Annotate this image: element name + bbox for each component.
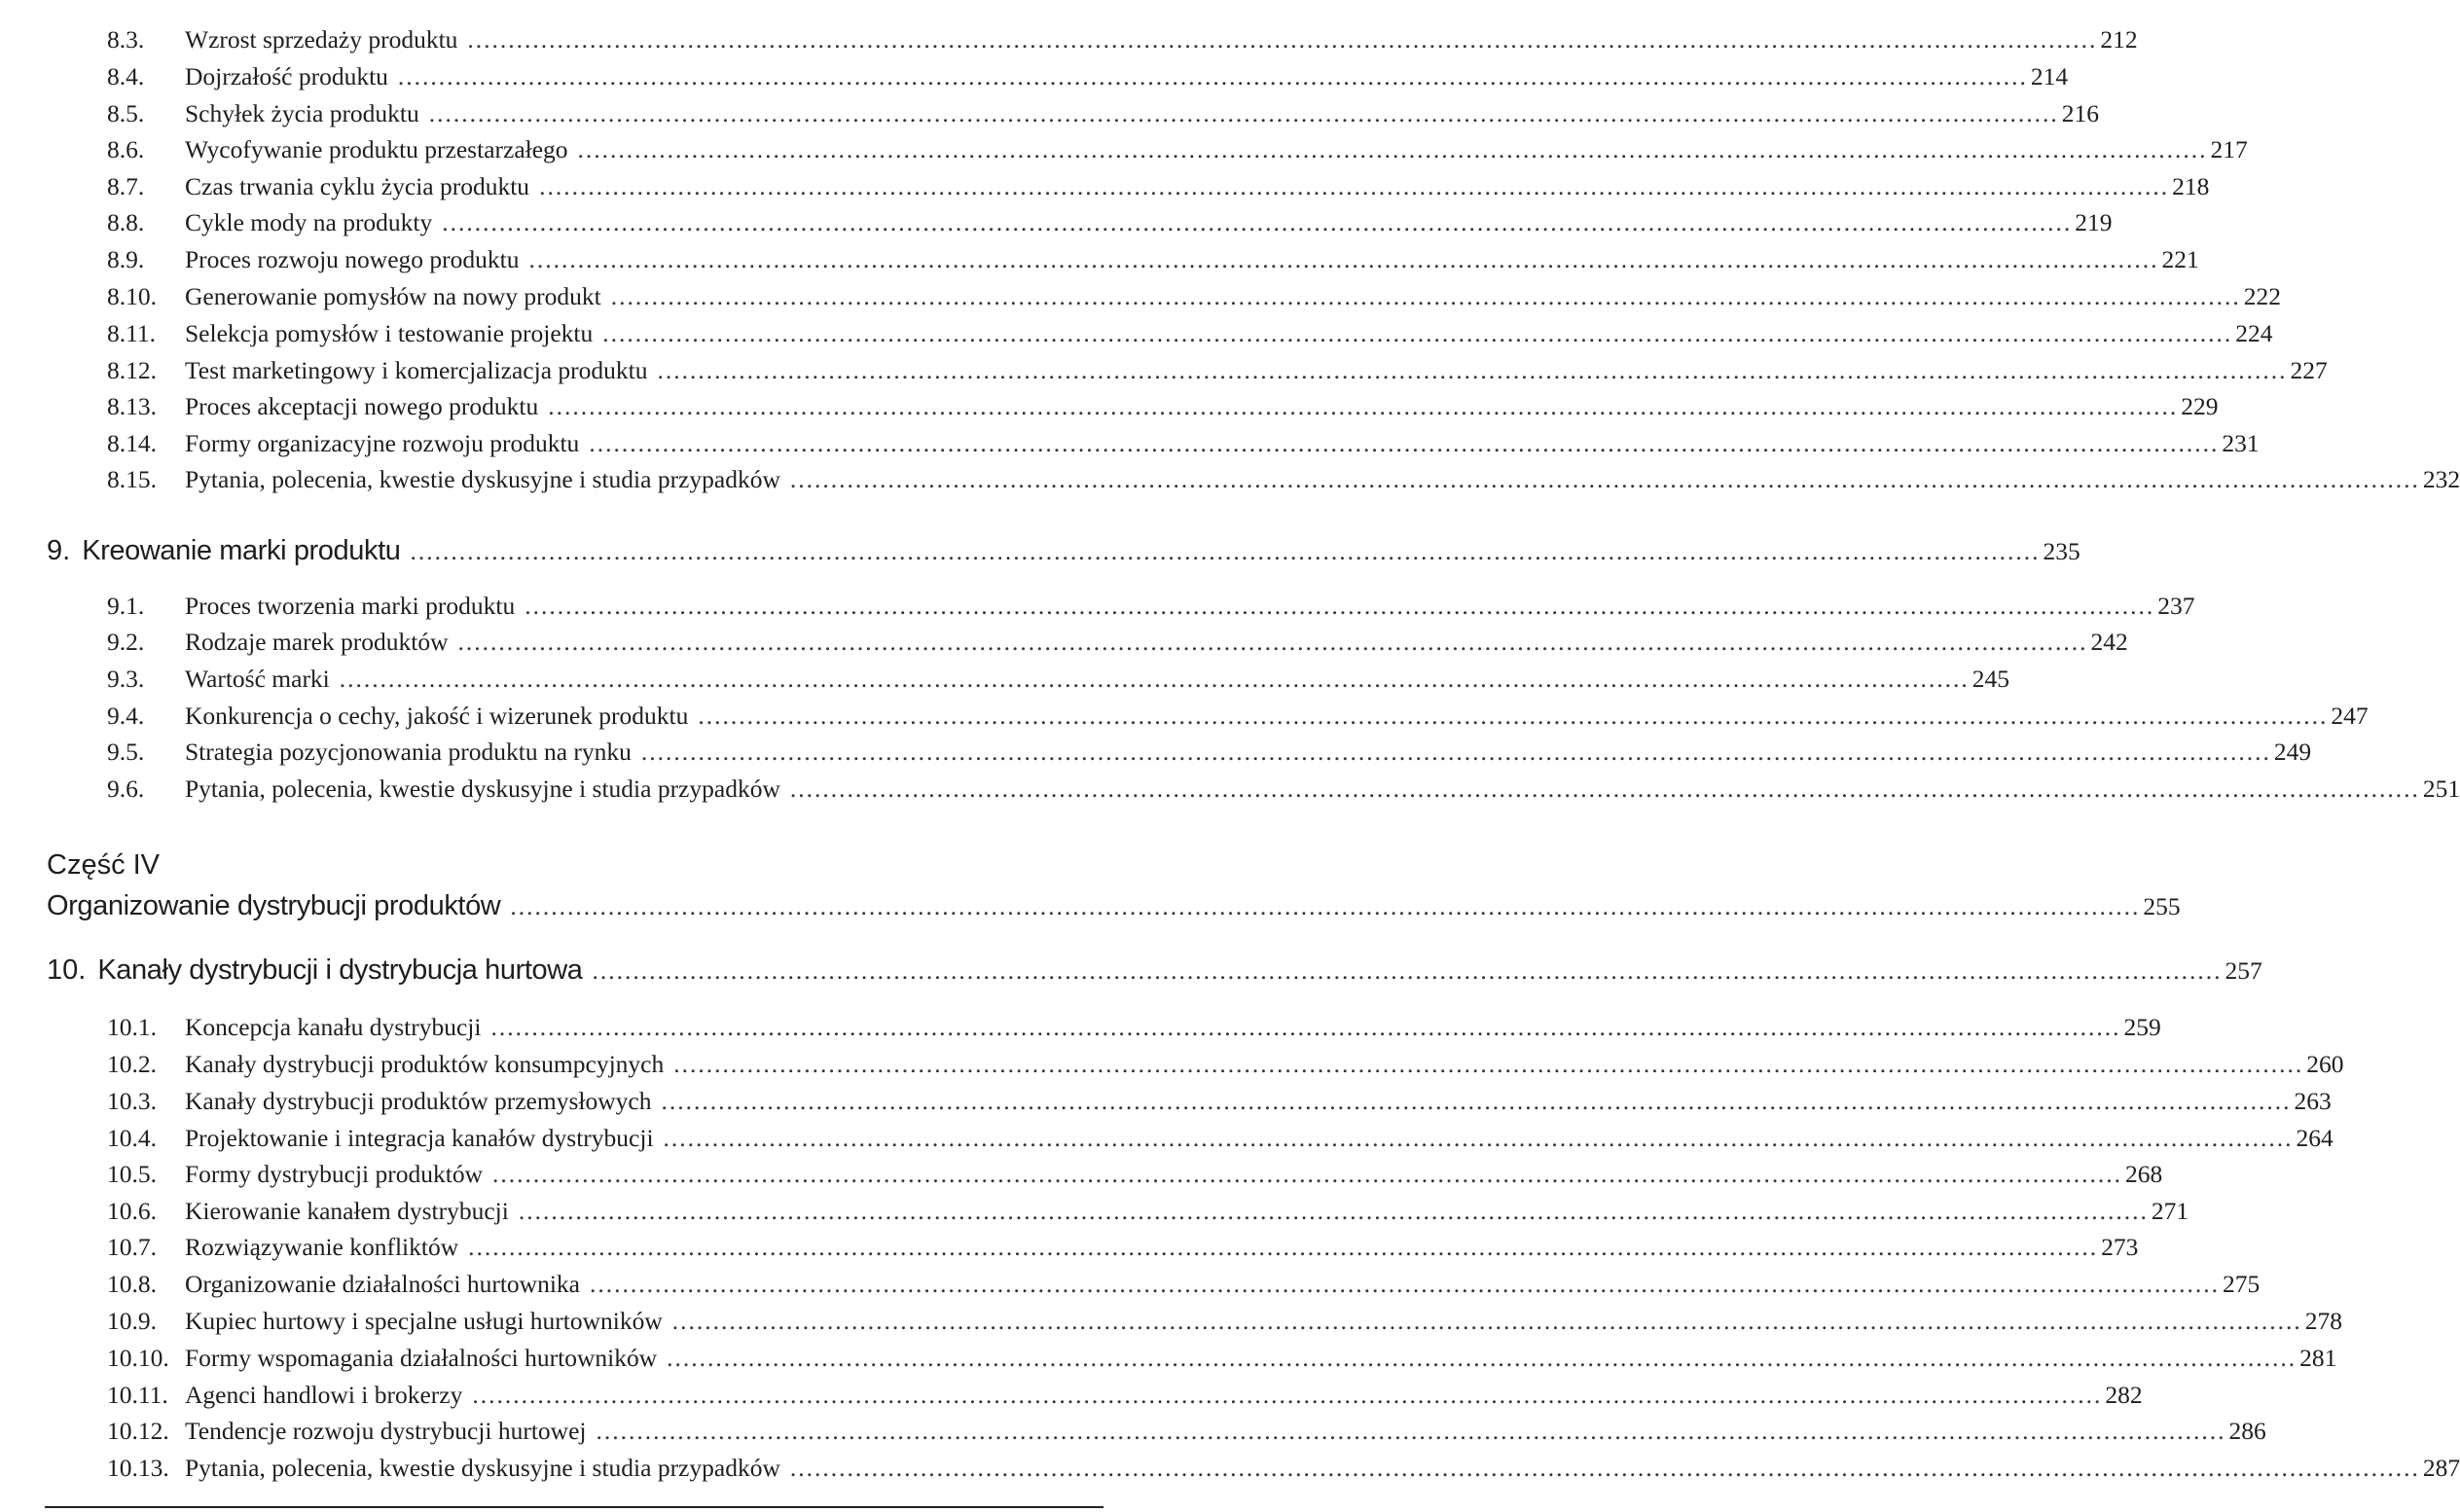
toc-entry [107, 319, 2273, 352]
page-number: 219 [2075, 208, 2113, 236]
dot-leader: ........................................................................................................................................................................................................ [518, 1197, 2149, 1225]
section-title: Generowanie pomysłów na nowy produkt [185, 282, 601, 310]
section-title: Kierowanie kanałem dystrybucji [185, 1197, 509, 1225]
section-title: Pytania, polecenia, kwestie dyskusyjne i studia przypadków [185, 465, 780, 493]
section-number: 8.8. [107, 208, 145, 236]
page-number: 216 [2061, 99, 2100, 127]
toc-entry [107, 208, 2113, 241]
section-title: Proces rozwoju nowego produktu [185, 245, 520, 273]
dot-leader: ........................................................................................................................................................................................................ [428, 99, 2059, 127]
dot-leader: ........................................................................................................................................................................................................ [490, 1013, 2121, 1041]
dot-leader: ........................................................................................................................................................................................................ [457, 628, 2088, 656]
section-number: 10.8. [107, 1270, 157, 1298]
section-number: 10.9. [107, 1307, 157, 1335]
toc-entry [107, 1454, 2460, 1487]
section-number: 8.7. [107, 172, 145, 200]
toc-entry [107, 1270, 2261, 1303]
dot-leader: ........................................................................................................................................................................................................ [539, 172, 2170, 200]
part-title: Organizowanie dystrybucji produktów [47, 890, 501, 921]
dot-leader: ........................................................................................................................................................................................................ [592, 956, 2223, 985]
section-number: 10.4. [107, 1124, 157, 1152]
section-title: Pytania, polecenia, kwestie dyskusyjne i studia przypadków [185, 1454, 780, 1482]
dot-leader: ........................................................................................................................................................................................................ [468, 1233, 2099, 1261]
toc-entry [107, 592, 2195, 625]
dot-leader: ........................................................................................................................................................................................................ [510, 892, 2141, 920]
section-title: Dojrzałość produktu [185, 62, 388, 90]
section-number: 10.3. [107, 1087, 157, 1115]
dot-leader: ........................................................................................................................................................................................................ [610, 282, 2241, 310]
page-number: 217 [2210, 135, 2248, 163]
toc-entry [107, 172, 2210, 205]
chapter-title: Kanały dystrybucji i dystrybucja hurtowa [97, 954, 583, 986]
section-title: Test marketingowy i komercjalizacja produktu [185, 356, 648, 384]
section-number: 9.5. [107, 738, 145, 766]
dot-leader: ........................................................................................................................................................................................................ [339, 665, 1970, 693]
section-number: 8.4. [107, 62, 145, 90]
dot-leader: ........................................................................................................................................................................................................ [492, 1160, 2122, 1188]
section-title: Kanały dystrybucji produktów przemysłowych [185, 1087, 652, 1115]
section-title: Cykle mody na produkty [185, 208, 433, 236]
section-title: Proces akceptacji nowego produktu [185, 392, 539, 420]
dot-leader: ........................................................................................................................................................................................................ [661, 1087, 2292, 1115]
chapter-heading [47, 535, 2080, 574]
dot-leader: ........................................................................................................................................................................................................ [667, 1344, 2297, 1372]
page-number: 222 [2243, 282, 2281, 310]
dot-leader: ........................................................................................................................................................................................................ [577, 135, 2208, 163]
toc-entry [107, 1197, 2189, 1230]
page-number: 287 [2422, 1454, 2460, 1482]
section-title: Rozwiązywanie konfliktów [185, 1233, 459, 1261]
section-number: 10.2. [107, 1050, 157, 1078]
section-number: 8.3. [107, 25, 145, 54]
dot-leader: ........................................................................................................................................................................................................ [789, 465, 2420, 493]
dot-leader: ........................................................................................................................................................................................................ [663, 1124, 2294, 1152]
toc-entry [107, 665, 2010, 698]
section-number: 9.3. [107, 665, 145, 693]
toc-entry [107, 1417, 2266, 1450]
toc-entry [107, 25, 2138, 58]
page-number: 242 [2090, 628, 2128, 656]
section-number: 8.5. [107, 99, 145, 127]
section-title: Agenci handlowi i brokerzy [185, 1381, 463, 1409]
section-number: 9.4. [107, 702, 145, 730]
toc-entry [107, 1381, 2143, 1414]
page-number: 286 [2228, 1417, 2266, 1445]
toc-entry [107, 738, 2312, 771]
page-number: 249 [2273, 738, 2312, 766]
page-number: 212 [2100, 25, 2138, 54]
dot-leader: ........................................................................................................................................................................................................ [602, 319, 2233, 347]
page-number: 259 [2123, 1013, 2161, 1041]
toc-entry [107, 774, 2460, 808]
section-title: Formy wspomagania działalności hurtowników [185, 1344, 658, 1372]
section-number: 8.15. [107, 465, 157, 493]
section-number: 10.1. [107, 1013, 157, 1041]
dot-leader: ........................................................................................................................................................................................................ [640, 738, 2271, 766]
toc-entry [107, 1124, 2333, 1157]
section-number: 8.10. [107, 282, 157, 310]
toc-entry [107, 1013, 2161, 1046]
toc-entry [107, 429, 2260, 462]
section-number: 8.12. [107, 356, 157, 384]
toc-entry [107, 1050, 2344, 1083]
chapter-title: Kreowanie marki produktu [82, 535, 401, 566]
section-title: Wycofywanie produktu przestarzałego [185, 135, 568, 163]
dot-leader: ........................................................................................................................................................................................................ [671, 1307, 2302, 1335]
section-number: 8.6. [107, 135, 145, 163]
dot-leader: ........................................................................................................................................................................................................ [789, 1454, 2420, 1482]
toc-entry [107, 628, 2128, 661]
section-title: Projektowanie i integracja kanałów dystrybucji [185, 1124, 654, 1152]
section-title: Formy dystrybucji produktów [185, 1160, 483, 1188]
toc-entry [107, 465, 2460, 498]
page-number: 224 [2235, 319, 2273, 347]
dot-leader: ........................................................................................................................................................................................................ [442, 208, 2073, 236]
toc-entry [107, 1344, 2337, 1377]
section-number: 10.7. [107, 1233, 157, 1261]
section-number: 9.1. [107, 592, 145, 620]
dot-leader: ........................................................................................................................................................................................................ [410, 537, 2041, 565]
dot-leader: ........................................................................................................................................................................................................ [596, 1417, 2226, 1445]
section-number: 8.13. [107, 392, 157, 420]
section-number: 9.6. [107, 774, 145, 803]
toc-entry [107, 356, 2328, 389]
toc-entry [107, 282, 2281, 315]
toc-entry [107, 135, 2248, 168]
page-number: 251 [2422, 774, 2460, 803]
page-number: 235 [2043, 537, 2080, 565]
toc-entry [107, 99, 2100, 132]
section-title: Kanały dystrybucji produktów konsumpcyjnych [185, 1050, 665, 1078]
part-heading [47, 890, 2181, 929]
section-number: 10.10. [107, 1344, 169, 1372]
dot-leader: ........................................................................................................................................................................................................ [548, 392, 2179, 420]
page-number: 263 [2294, 1087, 2332, 1115]
section-title: Czas trwania cyklu życia produktu [185, 172, 530, 200]
section-title: Koncepcja kanału dystrybucji [185, 1013, 482, 1041]
section-title: Schyłek życia produktu [185, 99, 419, 127]
dot-leader: ........................................................................................................................................................................................................ [589, 429, 2220, 457]
toc-entry [107, 1160, 2163, 1193]
dot-leader: ........................................................................................................................................................................................................ [789, 774, 2420, 803]
toc-entry [107, 1307, 2343, 1340]
chapter-number: 9. [47, 535, 71, 566]
section-title: Konkurencja o cechy, jakość i wizerunek produktu [185, 702, 689, 730]
section-title: Strategia pozycjonowania produktu na rynku [185, 738, 632, 766]
toc-entry [107, 392, 2219, 425]
section-number: 8.11. [107, 319, 157, 347]
section-title: Formy organizacyjne rozwoju produktu [185, 429, 580, 457]
page-number: 227 [2290, 356, 2328, 384]
section-number: 9.2. [107, 628, 145, 656]
section-number: 10.13. [107, 1454, 169, 1482]
toc-entry [107, 62, 2069, 95]
page-number: 247 [2331, 702, 2369, 730]
toc-entry [107, 1233, 2139, 1266]
page-number: 257 [2225, 956, 2262, 985]
section-title: Selekcja pomysłów i testowanie projektu [185, 319, 594, 347]
page-number: 214 [2030, 62, 2069, 90]
part-label: Część IV [47, 849, 161, 881]
page-number: 268 [2125, 1160, 2163, 1188]
dot-leader: ........................................................................................................................................................................................................ [698, 702, 2329, 730]
section-title: Wartość marki [185, 665, 330, 693]
page-number: 275 [2222, 1270, 2261, 1298]
page-number: 221 [2161, 245, 2199, 273]
page-number: 282 [2105, 1381, 2143, 1409]
page-number: 264 [2296, 1124, 2333, 1152]
section-number: 8.14. [107, 429, 157, 457]
section-number: 10.5. [107, 1160, 157, 1188]
section-number: 8.9. [107, 245, 145, 273]
section-number: 10.6. [107, 1197, 157, 1225]
page-number: 273 [2101, 1233, 2139, 1261]
page-number: 229 [2181, 392, 2219, 420]
section-title: Organizowanie działalności hurtownika [185, 1270, 580, 1298]
dot-leader: ........................................................................................................................................................................................................ [467, 25, 2098, 54]
chapter-number: 10. [47, 954, 87, 986]
page-number: 237 [2157, 592, 2195, 620]
page-number: 281 [2299, 1344, 2337, 1372]
dot-leader: ........................................................................................................................................................................................................ [397, 62, 2028, 90]
dot-leader: ........................................................................................................................................................................................................ [657, 356, 2288, 384]
page-number: 245 [1972, 665, 2010, 693]
toc-entry [107, 1087, 2332, 1120]
section-title: Rodzaje marek produktów [185, 628, 449, 656]
page-number: 255 [2143, 892, 2181, 920]
page-number: 231 [2222, 429, 2260, 457]
toc-entry [107, 245, 2199, 278]
dot-leader: ........................................................................................................................................................................................................ [472, 1381, 2103, 1409]
section-number: 10.11. [107, 1381, 168, 1409]
section-title: Proces tworzenia marki produktu [185, 592, 516, 620]
dot-leader: ........................................................................................................................................................................................................ [673, 1050, 2304, 1078]
dot-leader: ........................................................................................................................................................................................................ [589, 1270, 2220, 1298]
section-title: Wzrost sprzedaży produktu [185, 25, 458, 54]
page-number: 278 [2304, 1307, 2343, 1335]
chapter-heading [47, 954, 2262, 993]
toc-entry [107, 702, 2369, 735]
section-number: 10.12. [107, 1417, 169, 1445]
bottom-rule [45, 1506, 1103, 1508]
section-title: Pytania, polecenia, kwestie dyskusyjne i studia przypadków [185, 774, 780, 803]
section-title: Tendencje rozwoju dystrybucji hurtowej [185, 1417, 587, 1445]
section-title: Kupiec hurtowy i specjalne usługi hurtowników [185, 1307, 663, 1335]
page-number: 271 [2151, 1197, 2189, 1225]
page-number: 260 [2306, 1050, 2344, 1078]
dot-leader: ........................................................................................................................................................................................................ [528, 245, 2159, 273]
dot-leader: ........................................................................................................................................................................................................ [525, 592, 2155, 620]
page-number: 218 [2172, 172, 2210, 200]
page-number: 232 [2422, 465, 2460, 493]
